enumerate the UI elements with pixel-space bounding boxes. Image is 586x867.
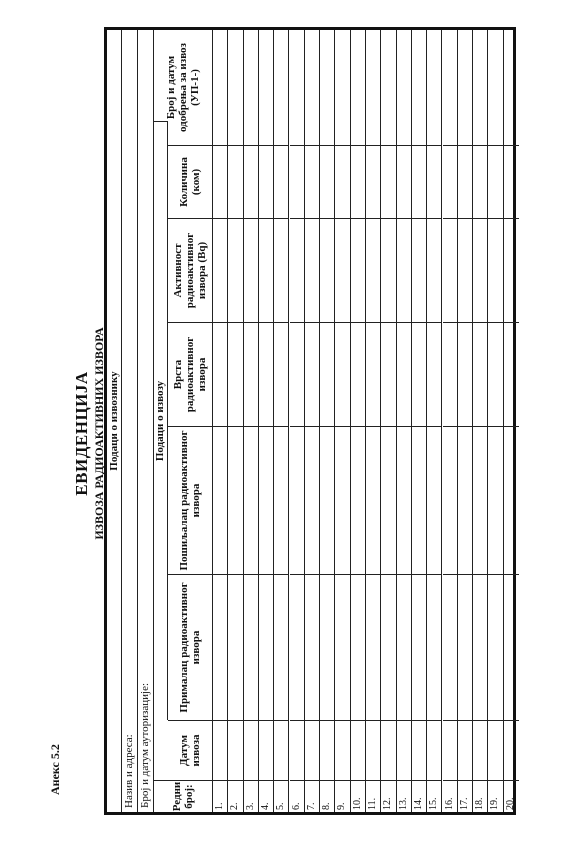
table-cell[interactable] <box>259 574 273 720</box>
table-cell[interactable] <box>213 426 227 574</box>
table-cell[interactable] <box>427 322 441 426</box>
table-cell[interactable] <box>397 218 411 322</box>
table-cell[interactable] <box>228 145 242 218</box>
table-cell[interactable] <box>213 322 227 426</box>
table-cell[interactable] <box>504 574 519 720</box>
table-cell[interactable] <box>381 145 395 218</box>
table-cell[interactable] <box>473 322 487 426</box>
table-cell[interactable] <box>504 426 519 574</box>
table-cell[interactable] <box>504 720 519 780</box>
table-cell[interactable] <box>274 145 288 218</box>
table-cell[interactable] <box>366 574 380 720</box>
row-number: 2. <box>228 780 242 812</box>
name-address-field[interactable] <box>122 30 138 812</box>
table-cell[interactable] <box>259 145 273 218</box>
table-cell[interactable] <box>427 574 441 720</box>
table-cell[interactable] <box>259 426 273 574</box>
table-row <box>427 30 442 812</box>
column-header-row <box>154 30 213 812</box>
table-cell[interactable] <box>320 426 334 574</box>
table-row <box>274 30 289 812</box>
table-cell[interactable] <box>244 30 258 145</box>
table-cell[interactable] <box>458 574 472 720</box>
table-cell[interactable] <box>473 145 487 218</box>
table-cell[interactable] <box>320 218 334 322</box>
table-cell[interactable] <box>335 30 349 145</box>
table-cell[interactable] <box>290 145 304 218</box>
row-number: 5. <box>274 780 288 812</box>
table-cell[interactable] <box>427 720 441 780</box>
table-cell[interactable] <box>427 426 441 574</box>
col-header-source-type: Врста радиоактивног извора <box>168 322 212 426</box>
table-cell[interactable] <box>351 322 365 426</box>
table-cell[interactable] <box>366 30 380 145</box>
row-number: 3. <box>244 780 258 812</box>
table-cell[interactable] <box>458 426 472 574</box>
table-cell[interactable] <box>443 322 457 426</box>
table-cell[interactable] <box>320 145 334 218</box>
authorization-label: Број и датум ауторизације: <box>139 682 151 808</box>
table-row <box>305 30 320 812</box>
table-cell[interactable] <box>397 720 411 780</box>
col-header-sender: Пошиљалац радиоактивног извора <box>168 426 212 574</box>
table-cell[interactable] <box>443 30 457 145</box>
table-cell[interactable] <box>290 322 304 426</box>
table-cell[interactable] <box>213 720 227 780</box>
table-cell[interactable] <box>335 720 349 780</box>
table-cell[interactable] <box>473 218 487 322</box>
table-cell[interactable] <box>351 720 365 780</box>
table-cell[interactable] <box>381 218 395 322</box>
table-cell[interactable] <box>320 574 334 720</box>
table-cell[interactable] <box>244 574 258 720</box>
table-cell[interactable] <box>351 145 365 218</box>
table-cell[interactable] <box>366 218 380 322</box>
col-header-activity: Активност радиоактивног извора (Bq) <box>168 218 212 322</box>
table-cell[interactable] <box>427 30 441 145</box>
table-cell[interactable] <box>259 218 273 322</box>
table-cell[interactable] <box>351 574 365 720</box>
export-section-header: Подаци о извозу <box>154 121 168 720</box>
table-cell[interactable] <box>290 720 304 780</box>
table-cell[interactable] <box>290 30 304 145</box>
form-title: ЕВИДЕНЦИЈА <box>72 371 91 496</box>
table-cell[interactable] <box>213 30 227 145</box>
row-number: 7. <box>305 780 319 812</box>
table-cell[interactable] <box>488 426 502 574</box>
table-cell[interactable] <box>504 145 519 218</box>
annex-label: Анекс 5.2 <box>48 744 62 795</box>
row-number: 13. <box>397 780 411 812</box>
table-cell[interactable] <box>412 322 426 426</box>
table-cell[interactable] <box>244 218 258 322</box>
table-cell[interactable] <box>244 322 258 426</box>
table-cell[interactable] <box>305 218 319 322</box>
table-cell[interactable] <box>473 574 487 720</box>
form-subtitle: ИЗВОЗА РАДИОАКТИВНИХ ИЗВОРА <box>92 327 106 540</box>
col-header-recipient: Прималац радиоактивног извора <box>168 574 212 720</box>
exporter-section-header: Подаци о извознику <box>107 30 122 812</box>
table-cell[interactable] <box>305 426 319 574</box>
table-cell[interactable] <box>504 322 519 426</box>
table-cell[interactable] <box>397 574 411 720</box>
table-cell[interactable] <box>290 426 304 574</box>
table-cell[interactable] <box>335 322 349 426</box>
table-cell[interactable] <box>213 145 227 218</box>
table-cell[interactable] <box>351 218 365 322</box>
table-cell[interactable] <box>473 30 487 145</box>
col-header-date: Датум извоза <box>168 720 212 780</box>
table-cell[interactable] <box>274 322 288 426</box>
table-cell[interactable] <box>443 426 457 574</box>
table-row <box>443 30 458 812</box>
table-cell[interactable] <box>488 574 502 720</box>
table-cell[interactable] <box>381 426 395 574</box>
table-cell[interactable] <box>458 30 472 145</box>
row-number: 8. <box>320 780 334 812</box>
table-row <box>488 30 503 812</box>
authorization-field[interactable] <box>138 30 154 812</box>
table-cell[interactable] <box>244 720 258 780</box>
table-row <box>381 30 396 812</box>
table-row <box>351 30 366 812</box>
table-cell[interactable] <box>397 145 411 218</box>
row-number: 12. <box>381 780 395 812</box>
table-cell[interactable] <box>244 145 258 218</box>
row-number: 1. <box>213 780 227 812</box>
table-cell[interactable] <box>366 322 380 426</box>
table-row <box>335 30 350 812</box>
row-number: 14. <box>412 780 426 812</box>
table-cell[interactable] <box>412 720 426 780</box>
table-cell[interactable] <box>488 720 502 780</box>
table-cell[interactable] <box>213 574 227 720</box>
table-row <box>473 30 488 812</box>
table-cell[interactable] <box>213 218 227 322</box>
table-cell[interactable] <box>274 30 288 145</box>
row-number: 20. <box>504 780 519 812</box>
table-cell[interactable] <box>335 574 349 720</box>
col-header-quantity: Количина (ком) <box>168 145 212 218</box>
table-cell[interactable] <box>320 30 334 145</box>
col-header-no: Редни број: <box>154 780 212 812</box>
table-cell[interactable] <box>259 720 273 780</box>
table-row <box>320 30 335 812</box>
table-cell[interactable] <box>412 426 426 574</box>
table-cell[interactable] <box>274 720 288 780</box>
table-cell[interactable] <box>488 145 502 218</box>
row-number: 19. <box>488 780 502 812</box>
table-cell[interactable] <box>228 574 242 720</box>
table-cell[interactable] <box>473 720 487 780</box>
table-cell[interactable] <box>290 218 304 322</box>
row-number: 15. <box>427 780 441 812</box>
table-cell[interactable] <box>274 574 288 720</box>
table-cell[interactable] <box>259 30 273 145</box>
row-number: 4. <box>259 780 273 812</box>
table-cell[interactable] <box>381 322 395 426</box>
table-row <box>259 30 274 812</box>
row-number: 18. <box>473 780 487 812</box>
table-cell[interactable] <box>366 426 380 574</box>
table-cell[interactable] <box>473 426 487 574</box>
table-cell[interactable] <box>305 574 319 720</box>
table-cell[interactable] <box>228 720 242 780</box>
table-cell[interactable] <box>259 322 273 426</box>
table-cell[interactable] <box>443 574 457 720</box>
table-cell[interactable] <box>274 218 288 322</box>
table-cell[interactable] <box>381 30 395 145</box>
table-cell[interactable] <box>351 426 365 574</box>
table-cell[interactable] <box>412 574 426 720</box>
table-cell[interactable] <box>228 30 242 145</box>
table-cell[interactable] <box>458 145 472 218</box>
table-cell[interactable] <box>427 218 441 322</box>
table-row <box>366 30 381 812</box>
table-cell[interactable] <box>412 218 426 322</box>
table-cell[interactable] <box>488 218 502 322</box>
table-cell[interactable] <box>488 322 502 426</box>
table-cell[interactable] <box>412 30 426 145</box>
table-cell[interactable] <box>397 322 411 426</box>
name-address-label: Назив и адреса: <box>123 734 135 808</box>
table-cell[interactable] <box>504 30 519 145</box>
table-row <box>290 30 305 812</box>
table-cell[interactable] <box>320 322 334 426</box>
table-cell[interactable] <box>397 30 411 145</box>
table-cell[interactable] <box>443 145 457 218</box>
table-cell[interactable] <box>228 426 242 574</box>
table-cell[interactable] <box>443 720 457 780</box>
col-header-approval: Број и датум одобрења за извоз (УП-1-) <box>165 43 201 132</box>
table-cell[interactable] <box>412 145 426 218</box>
table-cell[interactable] <box>458 218 472 322</box>
row-number: 6. <box>290 780 304 812</box>
table-cell[interactable] <box>305 720 319 780</box>
table-cell[interactable] <box>458 322 472 426</box>
table-cell[interactable] <box>351 30 365 145</box>
table-cell[interactable] <box>305 30 319 145</box>
table-cell[interactable] <box>305 322 319 426</box>
table-cell[interactable] <box>305 145 319 218</box>
table-cell[interactable] <box>290 574 304 720</box>
table-cell[interactable] <box>274 426 288 574</box>
table-cell[interactable] <box>228 218 242 322</box>
table-cell[interactable] <box>504 218 519 322</box>
table-cell[interactable] <box>488 30 502 145</box>
table-cell[interactable] <box>228 322 242 426</box>
table-cell[interactable] <box>335 426 349 574</box>
table-cell[interactable] <box>366 145 380 218</box>
table-cell[interactable] <box>366 720 380 780</box>
table-cell[interactable] <box>381 720 395 780</box>
table-cell[interactable] <box>427 145 441 218</box>
table-row <box>458 30 473 812</box>
row-number: 10. <box>351 780 365 812</box>
table-row <box>397 30 412 812</box>
table-row <box>213 30 228 812</box>
row-number: 16. <box>443 780 457 812</box>
row-number: 9. <box>335 780 349 812</box>
row-number: 17. <box>458 780 472 812</box>
table-cell[interactable] <box>335 218 349 322</box>
table-cell[interactable] <box>244 426 258 574</box>
table-row <box>412 30 427 812</box>
table-row <box>504 30 519 812</box>
row-number: 11. <box>366 780 380 812</box>
table-cell[interactable] <box>335 145 349 218</box>
table-row <box>244 30 259 812</box>
table-row <box>228 30 243 812</box>
records-table <box>104 27 516 815</box>
table-cell[interactable] <box>443 218 457 322</box>
table-cell[interactable] <box>320 720 334 780</box>
table-cell[interactable] <box>381 574 395 720</box>
table-cell[interactable] <box>458 720 472 780</box>
table-cell[interactable] <box>397 426 411 574</box>
